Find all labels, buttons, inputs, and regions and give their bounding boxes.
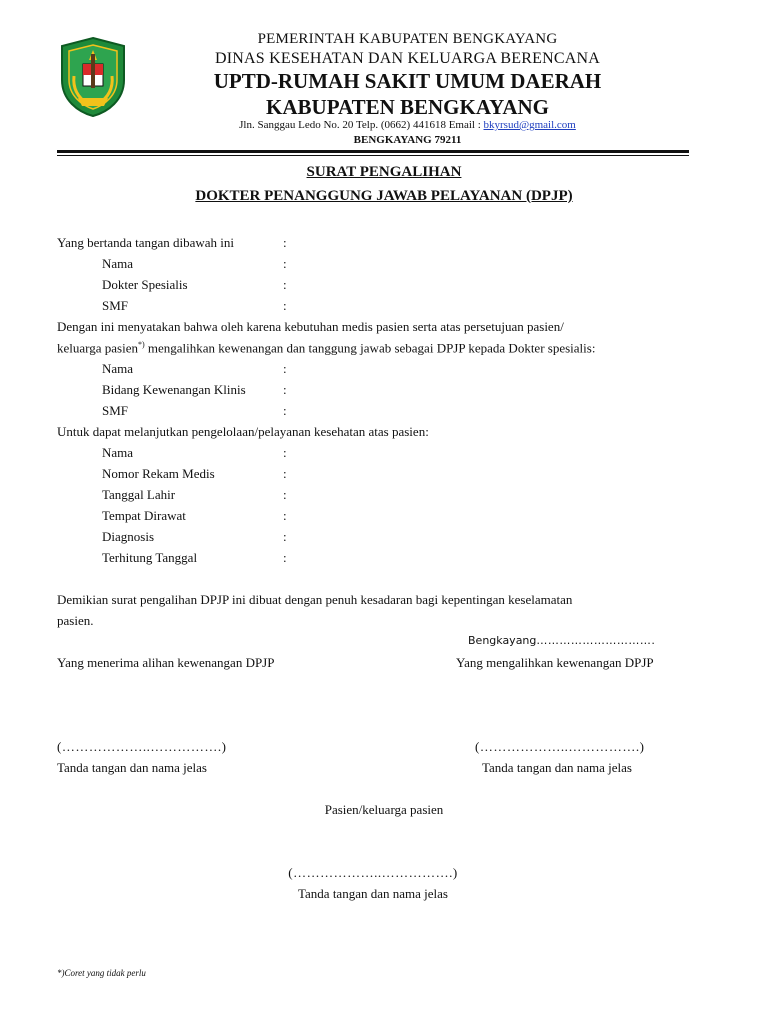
field-label: Terhitung Tanggal <box>102 550 198 565</box>
colon: : <box>283 466 287 481</box>
statement-line-2 <box>57 340 595 356</box>
patient-title: Pasien/keluarga pasien <box>324 802 444 817</box>
hospital-name: UPTD-RUMAH SAKIT UMUM DAERAH <box>213 69 602 93</box>
email-link[interactable]: bkyrsud@gmail.com <box>483 119 576 131</box>
colon: : <box>283 445 287 460</box>
giver-signature-caption: Tanda tangan dan nama jelas <box>482 760 632 775</box>
field-label: Dokter Spesialis <box>102 277 188 292</box>
receiver-signature-blank: (………………..…………….) <box>57 739 227 754</box>
field-label: SMF <box>102 403 129 418</box>
colon: : <box>283 508 287 523</box>
patient-intro: Untuk dapat melanjutkan pengelolaan/pelayanan kesehatan atas pasien: <box>57 424 429 439</box>
field-label: Bidang Kewenangan Klinis <box>102 382 246 397</box>
address-text: Jln. Sanggau Ledo No. 20 Telp. (0662) 441618 Email : <box>239 119 484 131</box>
field-label: Nomor Rekam Medis <box>102 466 215 481</box>
field-label: SMF <box>102 298 129 313</box>
statement-text: keluarga pasien <box>57 340 138 356</box>
footnote: *)Coret yang tidak perlu <box>57 968 146 978</box>
colon: : <box>283 361 287 376</box>
field-label: Nama <box>102 445 134 460</box>
colon: : <box>283 256 287 271</box>
department-name: DINAS KESEHATAN DAN KELUARGA BERENCANA <box>215 50 600 67</box>
statement-line-1: Dengan ini menyatakan bahwa oleh karena kebutuhan medis pasien serta atas persetujuan pasien/ <box>57 319 564 334</box>
place-name: Bengkayang <box>468 634 537 647</box>
giver-title: Yang mengalihkan kewenangan DPJP <box>456 655 654 670</box>
colon: : <box>283 277 287 292</box>
receiver-title: Yang menerima alihan kewenangan DPJP <box>57 655 275 670</box>
government-name: PEMERINTAH KABUPATEN BENGKAYANG <box>257 31 558 47</box>
field-label: Diagnosis <box>102 529 154 544</box>
closing-line-2: pasien. <box>57 613 94 628</box>
colon: : <box>283 487 287 502</box>
field-label: Tempat Dirawat <box>102 508 186 523</box>
address-line <box>155 119 660 131</box>
date-blank: …………………………. <box>536 634 656 647</box>
document-subtitle: DOKTER PENANGGUNG JAWAB PELAYANAN (DPJP) <box>195 188 573 204</box>
regency-coat-of-arms-icon <box>58 36 128 118</box>
colon: : <box>283 382 287 397</box>
city-postal-code: BENGKAYANG 79211 <box>353 134 462 146</box>
place-date <box>468 634 655 647</box>
statement-text: mengalihkan kewenangan dan tanggung jawab sebagai DPJP kepada Dokter spesialis: <box>144 340 596 356</box>
asterisk-mark: *) <box>137 340 145 349</box>
patient-signature-blank: (………………..…………….) <box>288 865 458 880</box>
colon: : <box>283 235 287 250</box>
colon: : <box>283 403 287 418</box>
signatory-intro: Yang bertanda tangan dibawah ini <box>57 235 235 250</box>
regency-name: KABUPATEN BENGKAYANG <box>266 95 549 119</box>
patient-signature-caption: Tanda tangan dan nama jelas <box>298 886 448 901</box>
field-label: Nama <box>102 361 134 376</box>
field-label: Tanggal Lahir <box>102 487 176 502</box>
colon: : <box>283 550 287 565</box>
colon: : <box>283 529 287 544</box>
receiver-signature-caption: Tanda tangan dan nama jelas <box>57 760 207 775</box>
closing-line-1: Demikian surat pengalihan DPJP ini dibuat dengan penuh kesadaran bagi kepentingan keselamatan <box>57 592 573 607</box>
colon: : <box>283 298 287 313</box>
header-divider-thick <box>57 150 689 153</box>
field-label: Nama <box>102 256 134 271</box>
header-divider-thin <box>57 155 689 156</box>
giver-signature-blank: (………………..…………….) <box>475 739 645 754</box>
document-title: SURAT PENGALIHAN <box>306 164 462 180</box>
